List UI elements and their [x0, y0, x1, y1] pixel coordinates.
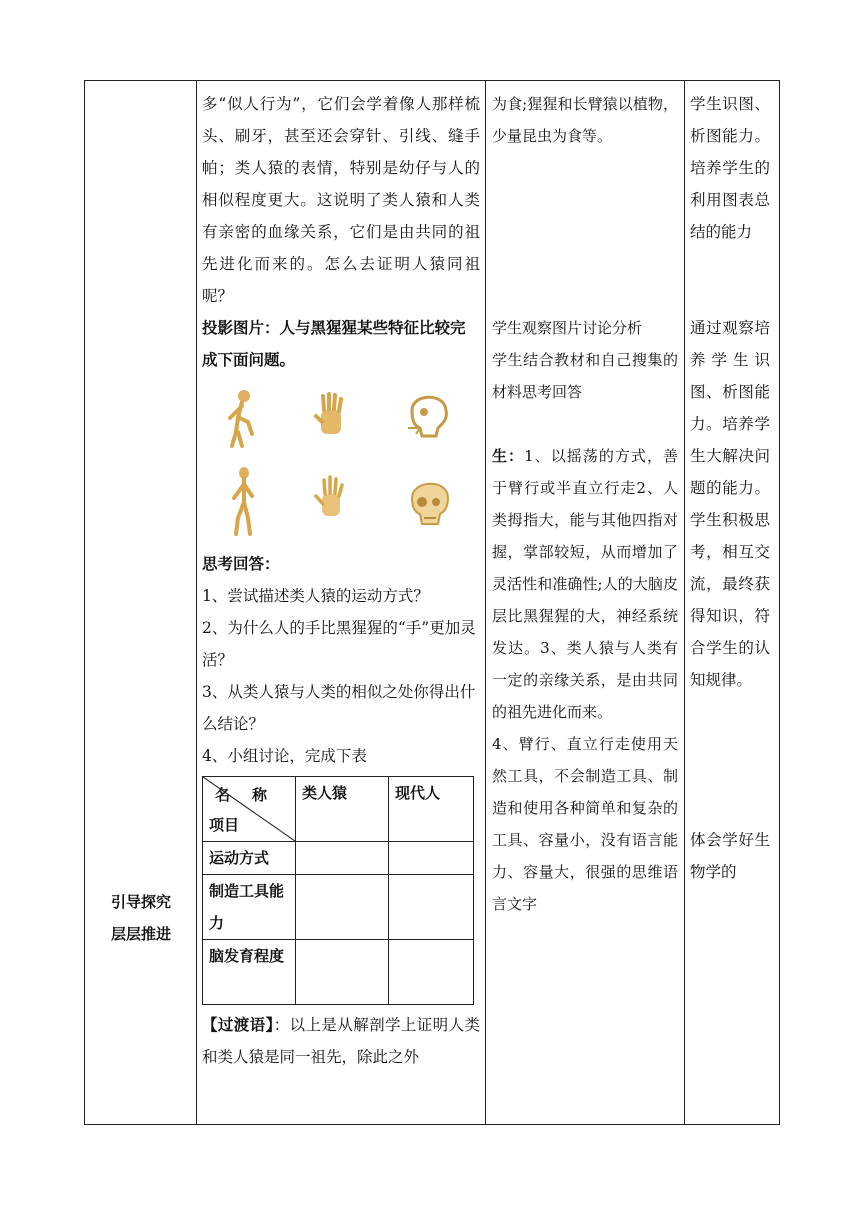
design-intent-column	[690, 88, 770, 888]
column-divider-3	[684, 80, 685, 1124]
student-answer-4: 4、臂行、直立行走使用天然工具，不会制造工具、制造和使用各种简单和复杂的工具、容量小，没有语言能力、容量大，很强的思维语言文字	[492, 735, 678, 913]
chimp-hand-icon	[314, 392, 348, 442]
table-cell[interactable]	[389, 940, 474, 1005]
table-cell[interactable]	[296, 940, 389, 1005]
table-cell[interactable]	[389, 842, 474, 875]
student-answer-label: 生：	[492, 447, 525, 465]
question-1: 1、尝试描述类人猿的运动方式？	[202, 587, 429, 605]
chimp-skull-icon	[402, 388, 454, 442]
table-corner-cell	[203, 777, 296, 842]
row-header-tool-making: 制造工具能力	[203, 875, 296, 940]
comparison-table	[202, 776, 474, 1005]
stage-label-line-2: 层层推进	[110, 925, 171, 943]
stage-label-line-1: 引导探究	[110, 893, 171, 911]
stage-label	[96, 886, 186, 950]
table-right-border	[779, 80, 780, 1124]
question-3: 3、从类人猿与人类的相似之处你得出什么结论？	[202, 683, 476, 733]
corner-bottom-label: 项目	[209, 816, 240, 834]
student-top-text: 为食;猩猩和长臂猿以植物，少量昆虫为食等。	[492, 95, 678, 145]
human-hand-icon	[314, 474, 348, 526]
student-answer	[492, 440, 678, 728]
intent-text-2: 通过观察培养学生识图、析图能力。培养学生大解决问题的能力。学生积极思考，相互交流，最终获得知识，符合学生的认知规律。	[690, 319, 770, 689]
table-row	[203, 842, 474, 875]
question-2: 2、为什么人的手比黑猩猩的“手”更加灵活？	[202, 619, 476, 669]
transition-label: 【过渡语】	[202, 1016, 274, 1034]
intro-paragraph: 多“似人行为”，它们会学着像人那样梳头、刷牙，甚至还会穿针、引线、缝手帕；类人猿的表情，特别是幼仔与人的相似程度更大。这说明了类人猿和人类有亲密的血缘关系，它们是由共同的祖先进化而来的。怎么去证明人猿同祖呢？	[202, 95, 480, 305]
table-left-border	[84, 80, 85, 1124]
table-cell[interactable]	[296, 875, 389, 940]
table-cell[interactable]	[296, 842, 389, 875]
col-header-modern-human: 现代人	[389, 777, 474, 842]
intent-text-3: 体会学好生物学的	[690, 831, 770, 881]
column-divider-1	[196, 80, 197, 1124]
student-observe-1: 学生观察图片讨论分析	[492, 319, 643, 337]
col-header-ape: 类人猿	[296, 777, 389, 842]
table-top-border	[84, 80, 780, 81]
table-row	[203, 940, 474, 1005]
student-answer-text: 1、以摇荡的方式，善于臂行或半直立行走2、人类拇指大，能与其他四指对握，掌部较短，从而增加了灵活性和准确性;人的大脑皮层比黑猩猩的大，神经系统发达。3、类人猿与人类有一定的亲缘关系，是由共同的祖先进化而来。	[492, 447, 678, 721]
think-heading: 思考回答：	[202, 555, 280, 573]
table-bottom-border	[84, 1124, 780, 1125]
table-cell[interactable]	[389, 875, 474, 940]
human-skeleton-icon	[224, 466, 260, 538]
table-row	[203, 875, 474, 940]
intent-text-1: 学生识图、析图能力。培养学生的利用图表总结的能力	[690, 95, 770, 241]
row-header-movement: 运动方式	[203, 842, 296, 875]
projection-heading: 投影图片：人与黑猩猩某些特征比较完成下面问题。	[202, 319, 466, 369]
column-divider-2	[485, 80, 486, 1124]
comparison-images	[202, 382, 480, 542]
transition-paragraph	[202, 1009, 480, 1073]
chimp-skeleton-icon	[222, 388, 262, 450]
human-skull-icon	[404, 474, 456, 530]
student-observe-2: 学生结合教材和自己搜集的材料思考回答	[492, 351, 678, 401]
question-4: 4、小组讨论，完成下表	[202, 747, 367, 765]
transition-text: ：以上是从解剖学上证明人类和类人猿是同一祖先，除此之外	[202, 1016, 480, 1066]
student-activity-column	[492, 88, 678, 920]
teacher-activity-column	[202, 88, 480, 1073]
table-header-row	[203, 777, 474, 842]
row-header-brain-development: 脑发育程度	[203, 940, 296, 1005]
corner-top-label: 名称	[214, 786, 289, 804]
